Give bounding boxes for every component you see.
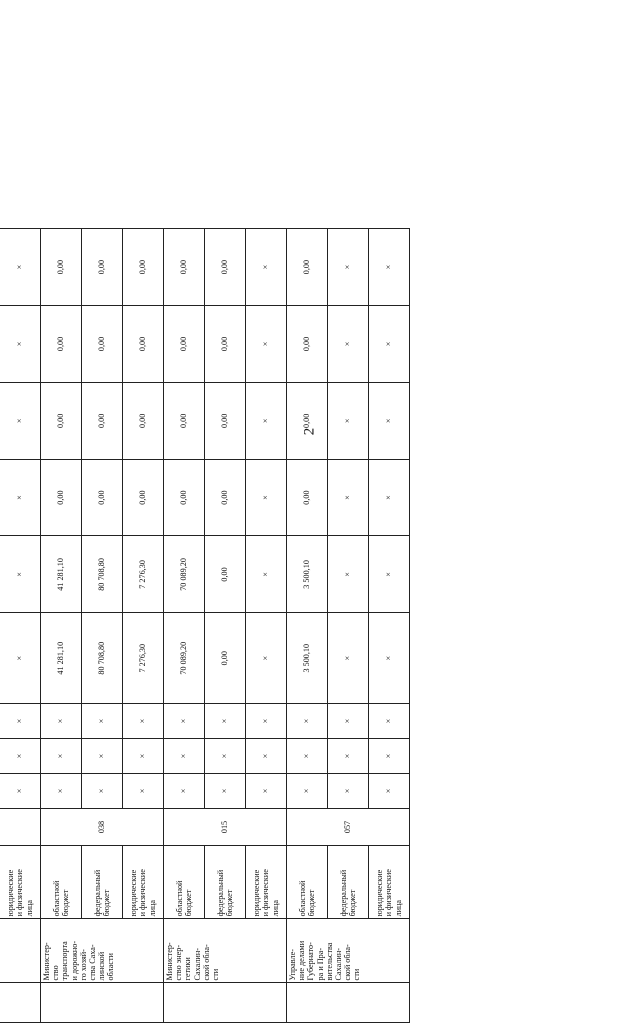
np-cell (164, 983, 287, 1023)
total-cell: 41 281,10 (41, 613, 82, 704)
year-cell: 0,00 (123, 306, 164, 383)
year-cell: × (369, 382, 410, 459)
year-cell: 0,00 (287, 229, 328, 306)
year-cell: 41 281,10 (41, 536, 82, 613)
table-row (41, 229, 82, 1023)
vr-cell: × (328, 704, 369, 739)
year-cell: × (369, 536, 410, 613)
total-cell: × (246, 613, 287, 704)
csr-cell: × (164, 739, 205, 774)
vr-cell: × (123, 704, 164, 739)
page-number: 2 (301, 427, 318, 436)
year-cell: 0,00 (164, 382, 205, 459)
vr-cell: × (246, 704, 287, 739)
year-cell: × (328, 536, 369, 613)
csr-cell: × (123, 739, 164, 774)
year-cell: 0,00 (123, 459, 164, 536)
vr-cell: × (0, 704, 41, 739)
year-cell: 0,00 (205, 229, 246, 306)
total-cell: × (328, 613, 369, 704)
source-cell: федеральный бюджет (82, 846, 123, 919)
year-cell: × (246, 459, 287, 536)
year-cell: × (328, 229, 369, 306)
vr-cell: × (41, 704, 82, 739)
year-cell: 80 708,80 (82, 536, 123, 613)
rzpr-cell: × (0, 773, 41, 808)
year-cell: 0,00 (82, 306, 123, 383)
grbs-cell: 015 (164, 808, 287, 845)
source-cell: юридические и физические лица (0, 846, 41, 919)
np-cell (0, 983, 41, 1023)
rzpr-cell: × (205, 773, 246, 808)
table-row (164, 229, 205, 1023)
year-cell: 0,00 (123, 382, 164, 459)
year-cell: 0,00 (82, 382, 123, 459)
rzpr-cell: × (164, 773, 205, 808)
table-row (328, 229, 369, 1023)
rzpr-cell: × (328, 773, 369, 808)
rzpr-cell: × (82, 773, 123, 808)
year-cell: 3 500,10 (287, 536, 328, 613)
year-cell: × (0, 306, 41, 383)
csr-cell: × (287, 739, 328, 774)
np-cell (287, 983, 410, 1023)
year-cell: × (246, 229, 287, 306)
table-row (205, 229, 246, 1023)
source-cell: юридические и физические лица (123, 846, 164, 919)
year-cell: × (369, 229, 410, 306)
event-name-cell: Министер- ство энер- гетики Сахалин- ской обла- сти (164, 919, 287, 983)
year-cell: × (246, 306, 287, 383)
csr-cell: × (328, 739, 369, 774)
table-row (123, 229, 164, 1023)
total-cell: × (0, 613, 41, 704)
year-cell: × (0, 459, 41, 536)
year-cell: 0,00 (41, 382, 82, 459)
csr-cell: × (41, 739, 82, 774)
year-cell: × (246, 382, 287, 459)
source-cell: юридические и физические лица (246, 846, 287, 919)
rzpr-cell: × (369, 773, 410, 808)
vr-cell: × (82, 704, 123, 739)
year-cell: × (328, 459, 369, 536)
vr-cell: × (205, 704, 246, 739)
table-row (287, 229, 328, 1023)
year-cell: 0,00 (164, 229, 205, 306)
rotated-table-container (0, 228, 410, 1023)
event-name-cell: Министер- ство транспорта и дорожно- го хозяй- ства Саха- линской области (41, 919, 164, 983)
rzpr-cell: × (41, 773, 82, 808)
year-cell: × (246, 536, 287, 613)
source-cell: юридические и физические лица (369, 846, 410, 919)
year-cell: 0,00 (123, 229, 164, 306)
source-cell: областной бюджет (287, 846, 328, 919)
year-cell: 0,00 (41, 229, 82, 306)
year-cell: 0,00 (287, 306, 328, 383)
vr-cell: × (369, 704, 410, 739)
table-row (369, 229, 410, 1023)
year-cell: × (0, 382, 41, 459)
grbs-cell (0, 808, 41, 845)
np-cell (41, 983, 164, 1023)
total-cell: 70 089,20 (164, 613, 205, 704)
event-name-cell: Управле- ние делами Губернато- ра и Пра- вительства Сахалин- ской обла- сти (287, 919, 410, 983)
year-cell: × (0, 536, 41, 613)
year-cell: 0,00 (287, 382, 328, 459)
year-cell: 0,00 (164, 306, 205, 383)
source-cell: федеральный бюджет (205, 846, 246, 919)
total-cell: 0,00 (205, 613, 246, 704)
event-name-cell (0, 919, 41, 983)
table-row (82, 229, 123, 1023)
year-cell: 0,00 (205, 382, 246, 459)
table-row (0, 229, 41, 1023)
total-cell: 7 276,30 (123, 613, 164, 704)
year-cell: 0,00 (205, 536, 246, 613)
year-cell: 70 089,20 (164, 536, 205, 613)
rzpr-cell: × (287, 773, 328, 808)
year-cell: 0,00 (82, 229, 123, 306)
year-cell: 0,00 (287, 459, 328, 536)
year-cell: 0,00 (41, 459, 82, 536)
rzpr-cell: × (123, 773, 164, 808)
vr-cell: × (287, 704, 328, 739)
year-cell: × (369, 306, 410, 383)
csr-cell: × (205, 739, 246, 774)
source-cell: областной бюджет (41, 846, 82, 919)
vr-cell: × (164, 704, 205, 739)
budget-table (0, 228, 410, 1023)
table-row (246, 229, 287, 1023)
total-cell: 3 500,10 (287, 613, 328, 704)
source-cell: областной бюджет (164, 846, 205, 919)
total-cell: 80 708,80 (82, 613, 123, 704)
grbs-cell: 057 (287, 808, 410, 845)
year-cell: 0,00 (205, 459, 246, 536)
csr-cell: × (246, 739, 287, 774)
year-cell: 0,00 (41, 306, 82, 383)
year-cell: 0,00 (205, 306, 246, 383)
table-body (0, 229, 410, 1023)
year-cell: 0,00 (164, 459, 205, 536)
year-cell: × (369, 459, 410, 536)
csr-cell: × (0, 739, 41, 774)
csr-cell: × (369, 739, 410, 774)
total-cell: × (369, 613, 410, 704)
source-cell: федеральный бюджет (328, 846, 369, 919)
year-cell: × (0, 229, 41, 306)
year-cell: 0,00 (82, 459, 123, 536)
csr-cell: × (82, 739, 123, 774)
year-cell: × (328, 382, 369, 459)
rzpr-cell: × (246, 773, 287, 808)
year-cell: × (328, 306, 369, 383)
year-cell: 7 276,30 (123, 536, 164, 613)
grbs-cell: 038 (41, 808, 164, 845)
